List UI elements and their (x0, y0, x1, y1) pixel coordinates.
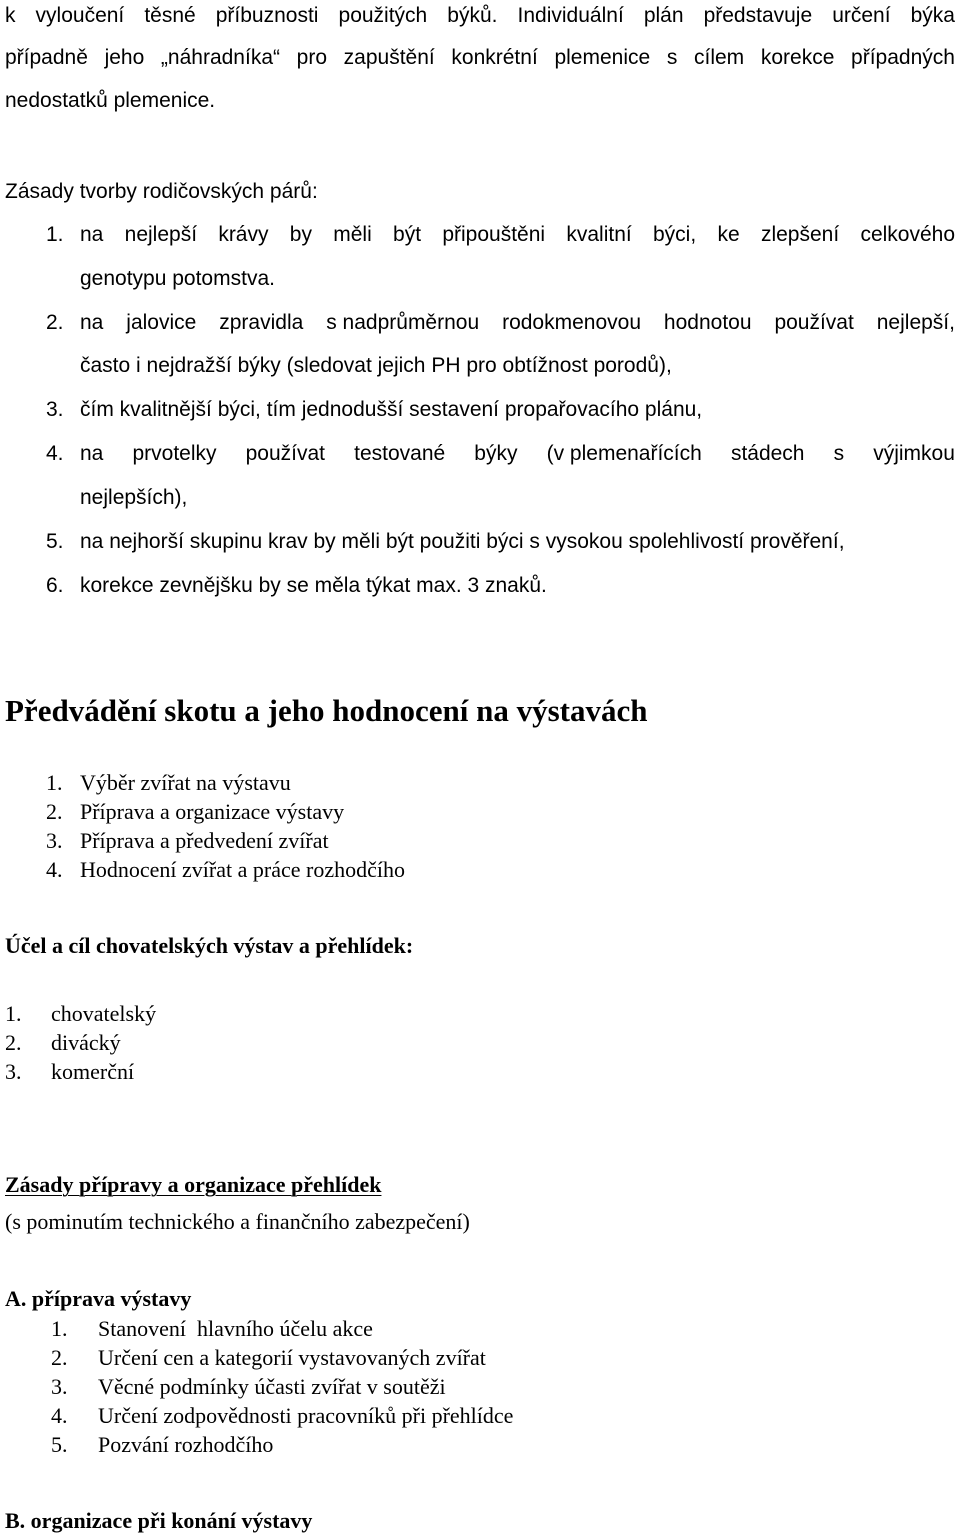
word: býků. (447, 4, 498, 27)
word: rodokmenovou (502, 311, 641, 334)
word: nejlepší, (876, 311, 955, 334)
zasady-item-2-num: 2. (46, 311, 64, 334)
zasady-item-3-line-1: čím kvalitnější býci, tím jednodušší sestavení propařovacího plánu, (80, 398, 703, 421)
word: příbuznosti (215, 4, 319, 27)
word: stádech (730, 442, 805, 465)
section-a-item-1-text: Stanovení hlavního účelu akce (98, 1316, 373, 1341)
word: jeho (104, 46, 145, 69)
word: zlepšení (760, 223, 840, 246)
zasady-item-1-line-2: genotypu potomstva. (80, 267, 275, 290)
predvadeni-item-3-text: Příprava a předvedení zvířat (80, 828, 329, 853)
ucel-item-1-text: chovatelský (51, 1001, 157, 1026)
zasady-heading: Zásady tvorby rodičovských párů: (5, 180, 318, 203)
section-a-item-2-num: 2. (51, 1345, 68, 1370)
intro-line-2 (5, 46, 955, 70)
word: „náhradníka“ (160, 46, 280, 69)
predvadeni-item-3-num: 3. (46, 828, 63, 853)
word: býci, (653, 223, 697, 246)
word: zapuštění (343, 46, 435, 69)
ucel-heading: Účel a cíl chovatelských výstav a přehlídek: (5, 933, 414, 958)
word: těsné (144, 4, 196, 27)
zasady-item-6-num: 6. (46, 574, 64, 597)
word: na (80, 311, 104, 334)
zasady-pripravy-subtitle: (s pominutím technického a finančního zabezpečení) (5, 1209, 470, 1234)
word: použitých (338, 4, 428, 27)
word: s (666, 46, 678, 69)
predvadeni-item-2-num: 2. (46, 799, 63, 824)
zasady-item-2-line-1 (80, 311, 955, 335)
section-a-item-3-text: Věcné podmínky účasti zvířat v soutěži (98, 1374, 446, 1399)
zasady-item-4-line-1 (80, 442, 955, 466)
predvadeni-item-4-num: 4. (46, 857, 63, 882)
predvadeni-item-1-text: Výběr zvířat na výstavu (80, 770, 291, 795)
word: jalovice (126, 311, 197, 334)
section-b-heading: B. organizace při konání výstavy (5, 1508, 313, 1533)
word: kvalitní (566, 223, 632, 246)
word: určení (832, 4, 891, 27)
ucel-item-2-text: divácký (51, 1030, 121, 1055)
zasady-item-4-num: 4. (46, 442, 64, 465)
word: plán (643, 4, 684, 27)
word: prvotelky (132, 442, 217, 465)
section-a-item-4-text: Určení zodpovědnosti pracovníků při přehlídce (98, 1403, 514, 1428)
ucel-item-2-num: 2. (5, 1030, 22, 1055)
word: hodnotou (663, 311, 752, 334)
word: konkrétní (451, 46, 538, 69)
section-a-item-3-num: 3. (51, 1374, 68, 1399)
word: případně (5, 46, 88, 69)
word: cílem (694, 46, 745, 69)
intro-line-3: nedostatků plemenice. (5, 89, 216, 112)
section-a-item-2-text: Určení cen a kategorií vystavovaných zvířat (98, 1345, 486, 1370)
ucel-item-3-text: komerční (51, 1059, 135, 1084)
zasady-item-6-line-1: korekce zevnějšku by se měla týkat max. 3 znaků. (80, 574, 547, 597)
word: testované (354, 442, 446, 465)
ucel-item-1-num: 1. (5, 1001, 22, 1026)
zasady-item-2-line-2: často i nejdražší býky (sledovat jejich PH pro obtížnost porodů), (80, 354, 672, 377)
word: celkového (860, 223, 955, 246)
word: býky (474, 442, 518, 465)
word: s (833, 442, 845, 465)
predvadeni-item-4-text: Hodnocení zvířat a práce rozhodčího (80, 857, 405, 882)
word: s nadprůměrnou (326, 311, 480, 334)
section-a-item-5-num: 5. (51, 1432, 68, 1457)
word: na (80, 223, 104, 246)
zasady-item-1-line-1 (80, 223, 955, 247)
word: Individuální (517, 4, 624, 27)
section-a-heading: A. příprava výstavy (5, 1286, 192, 1311)
word: zpravidla (219, 311, 304, 334)
word: k (5, 4, 16, 27)
zasady-item-1-num: 1. (46, 223, 64, 246)
word: připouštěni (442, 223, 546, 246)
word: plemenice (554, 46, 651, 69)
word: ke (717, 223, 740, 246)
zasady-item-4-line-2: nejlepších), (80, 486, 188, 509)
word: na (80, 442, 104, 465)
word: měli (333, 223, 372, 246)
word: používat (774, 311, 854, 334)
zasady-item-5-line-1: na nejhorší skupinu krav by měli být použiti býci s vysokou spolehlivostí prověření, (80, 530, 845, 553)
predvadeni-item-2-text: Příprava a organizace výstavy (80, 799, 345, 824)
word: výjimkou (873, 442, 955, 465)
section-title: Předvádění skotu a jeho hodnocení na výstavách (5, 693, 648, 728)
word: pro (296, 46, 328, 69)
section-a-item-5-text: Pozvání rozhodčího (98, 1432, 274, 1457)
zasady-item-5-num: 5. (46, 530, 64, 553)
predvadeni-item-1-num: 1. (46, 770, 63, 795)
word: vyloučení (35, 4, 125, 27)
ucel-item-3-num: 3. (5, 1059, 22, 1084)
word: být (393, 223, 422, 246)
section-a-item-4-num: 4. (51, 1403, 68, 1428)
word: krávy (218, 223, 269, 246)
zasady-item-3-num: 3. (46, 398, 64, 421)
word: (v plemenařících (546, 442, 702, 465)
intro-line-1 (5, 4, 955, 28)
word: by (289, 223, 312, 246)
zasady-pripravy-heading: Zásady přípravy a organizace přehlídek (5, 1172, 382, 1197)
section-a-item-1-num: 1. (51, 1316, 68, 1341)
word: představuje (703, 4, 813, 27)
word: nejlepší (124, 223, 198, 246)
word: používat (245, 442, 325, 465)
word: případných (851, 46, 955, 69)
word: korekce (760, 46, 835, 69)
word: býka (910, 4, 955, 27)
